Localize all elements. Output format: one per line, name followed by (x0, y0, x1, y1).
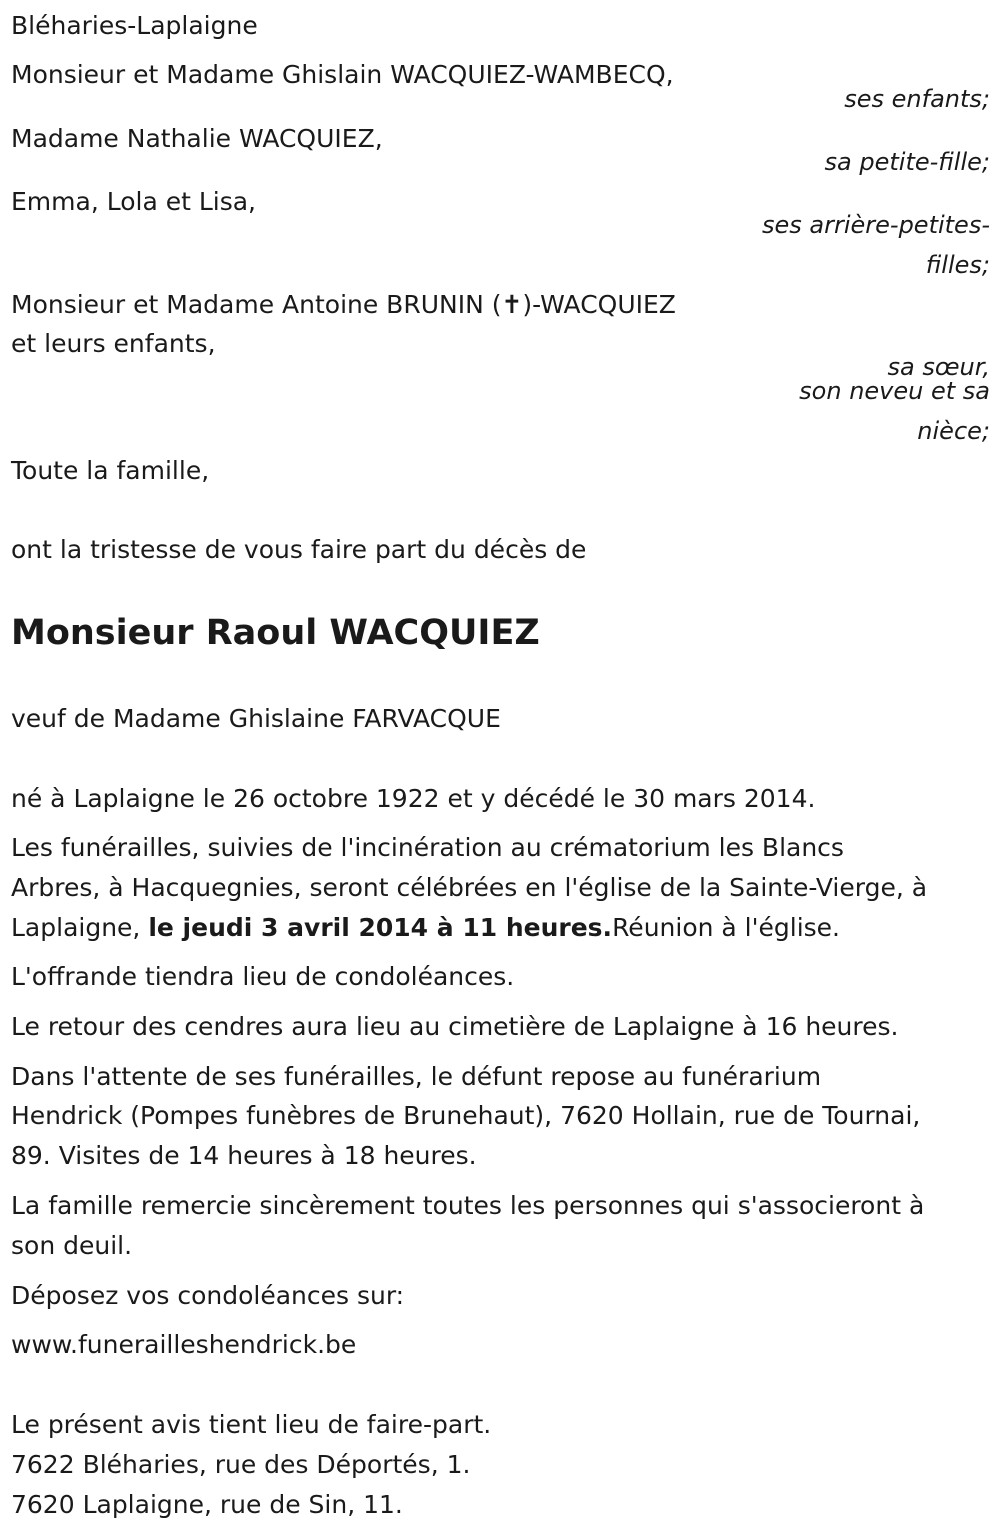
family-name-sister-line2: et leurs enfants, (11, 329, 216, 358)
offering-line: L'offrande tiendra lieu de condoléances. (11, 962, 515, 991)
family-name-granddaughter: Madame Nathalie WACQUIEZ, (11, 124, 383, 153)
family-relation-children: ses enfants; (844, 85, 990, 113)
funeral-line-3 (11, 913, 840, 943)
location-header: Bléharies-Laplaigne (11, 11, 258, 40)
thanks-line-1: La famille remercie sincèrement toutes les personnes qui s'associeront à (11, 1191, 925, 1220)
family-relation-sister-line3: nièce; (917, 417, 990, 445)
announcement-line: ont la tristesse de vous faire part du décès de (11, 535, 587, 564)
spouse-line: veuf de Madame Ghislaine FARVACQUE (11, 704, 501, 733)
family-name-children: Monsieur et Madame Ghislain WACQUIEZ-WAMBECQ, (11, 60, 674, 89)
funeral-line-2: Arbres, à Hacquegnies, seront célébrées en l'église de la Sainte-Vierge, à (11, 873, 928, 902)
all-family-line: Toute la famille, (11, 456, 210, 485)
address-line-1: 7622 Bléharies, rue des Déportés, 1. (11, 1450, 471, 1479)
family-relation-sister-line2: son neveu et sa (799, 377, 990, 405)
funeral-line-1: Les funérailles, suivies de l'incinération au crématorium les Blancs (11, 833, 844, 862)
deceased-name: Monsieur Raoul WACQUIEZ (11, 613, 540, 653)
ashes-line: Le retour des cendres aura lieu au cimetière de Laplaigne à 16 heures. (11, 1012, 899, 1041)
funeral-line-3-start: Laplaigne, (11, 913, 149, 942)
family-relation-great-grandchildren-line2: filles; (925, 251, 990, 279)
condolences-label: Déposez vos condoléances sur: (11, 1281, 405, 1310)
dates-line: né à Laplaigne le 26 octobre 1922 et y décédé le 30 mars 2014. (11, 784, 816, 813)
condolences-url[interactable]: www.funerailleshendrick.be (11, 1330, 357, 1359)
address-line-2: 7620 Laplaigne, rue de Sin, 11. (11, 1490, 403, 1519)
family-name-sister-line1: Monsieur et Madame Antoine BRUNIN (✝)-WACQUIEZ (11, 290, 676, 319)
rest-line-3: 89. Visites de 14 heures à 18 heures. (11, 1141, 477, 1170)
rest-line-2: Hendrick (Pompes funèbres de Brunehaut), 7620 Hollain, rue de Tournai, (11, 1101, 921, 1130)
rest-line-1: Dans l'attente de ses funérailles, le défunt repose au funérarium (11, 1062, 822, 1091)
family-name-great-grandchildren: Emma, Lola et Lisa, (11, 187, 257, 216)
funeral-line-3-end: Réunion à l'église. (612, 913, 840, 942)
family-relation-sister-line1: sa sœur, (887, 353, 990, 381)
thanks-line-2: son deuil. (11, 1231, 133, 1260)
family-relation-great-grandchildren-line1: ses arrière-petites- (762, 211, 990, 239)
notice-line: Le présent avis tient lieu de faire-part. (11, 1410, 492, 1439)
family-relation-granddaughter: sa petite-fille; (824, 148, 990, 176)
funeral-date-time: le jeudi 3 avril 2014 à 11 heures. (148, 913, 613, 942)
